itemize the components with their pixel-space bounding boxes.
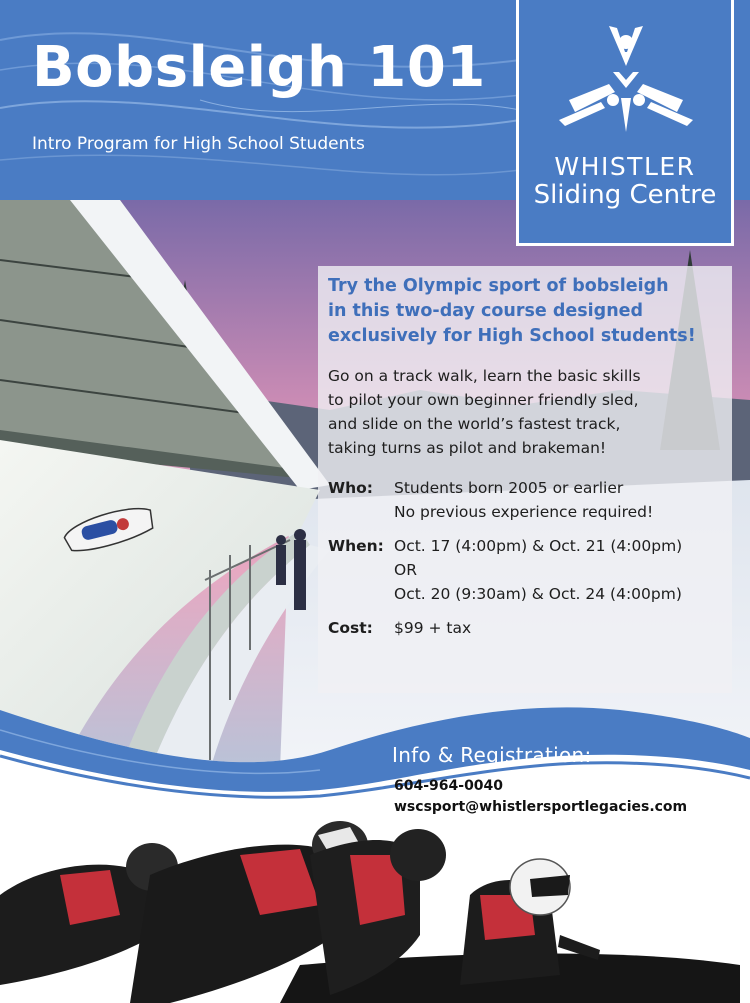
who-line: No previous experience required!	[394, 503, 654, 521]
when-label: When:	[328, 537, 384, 555]
logo-text-sliding-centre: Sliding Centre	[533, 180, 717, 210]
who-value	[394, 476, 653, 524]
headline-line: in this two-day course designed	[328, 301, 644, 321]
when-line: Oct. 17 (4:00pm) & Oct. 21 (4:00pm)	[394, 537, 683, 555]
description-line: Go on a track walk, learn the basic skills	[328, 367, 641, 385]
cost-label: Cost:	[328, 619, 373, 637]
headline-line: exclusively for High School students!	[328, 326, 696, 346]
page-subtitle: Intro Program for High School Students	[32, 134, 365, 154]
description-line: taking turns as pilot and brakeman!	[328, 439, 607, 457]
when-line: Oct. 20 (9:30am) & Oct. 24 (4:00pm)	[394, 585, 682, 603]
program-info-box	[318, 266, 732, 693]
program-description	[328, 364, 722, 460]
logo-text-whistler: WHISTLER	[554, 152, 696, 181]
description-line: to pilot your own beginner friendly sled,	[328, 391, 639, 409]
whistler-sliding-centre-logo	[516, 0, 734, 246]
program-headline	[328, 274, 722, 349]
page-title: Bobsleigh 101	[32, 35, 486, 100]
who-line: Students born 2005 or earlier	[394, 479, 624, 497]
when-row	[328, 534, 722, 606]
when-line: OR	[394, 561, 417, 579]
registration-phone[interactable]: 604-964-0040	[394, 778, 504, 794]
who-label: Who:	[328, 479, 373, 497]
headline-line: Try the Olympic sport of bobsleigh	[328, 276, 669, 296]
registration-title: Info & Registration:	[392, 743, 592, 767]
when-value	[394, 534, 682, 606]
description-line: and slide on the world’s fastest track,	[328, 415, 621, 433]
sliding-athletes-icon	[551, 22, 701, 142]
cost-value: $99 + tax	[394, 619, 472, 637]
bobsleigh-team-push-image	[0, 815, 750, 1003]
registration-email[interactable]: wscsport@whistlersportlegacies.com	[394, 799, 688, 815]
who-row	[328, 476, 722, 524]
cost-row	[328, 616, 722, 640]
